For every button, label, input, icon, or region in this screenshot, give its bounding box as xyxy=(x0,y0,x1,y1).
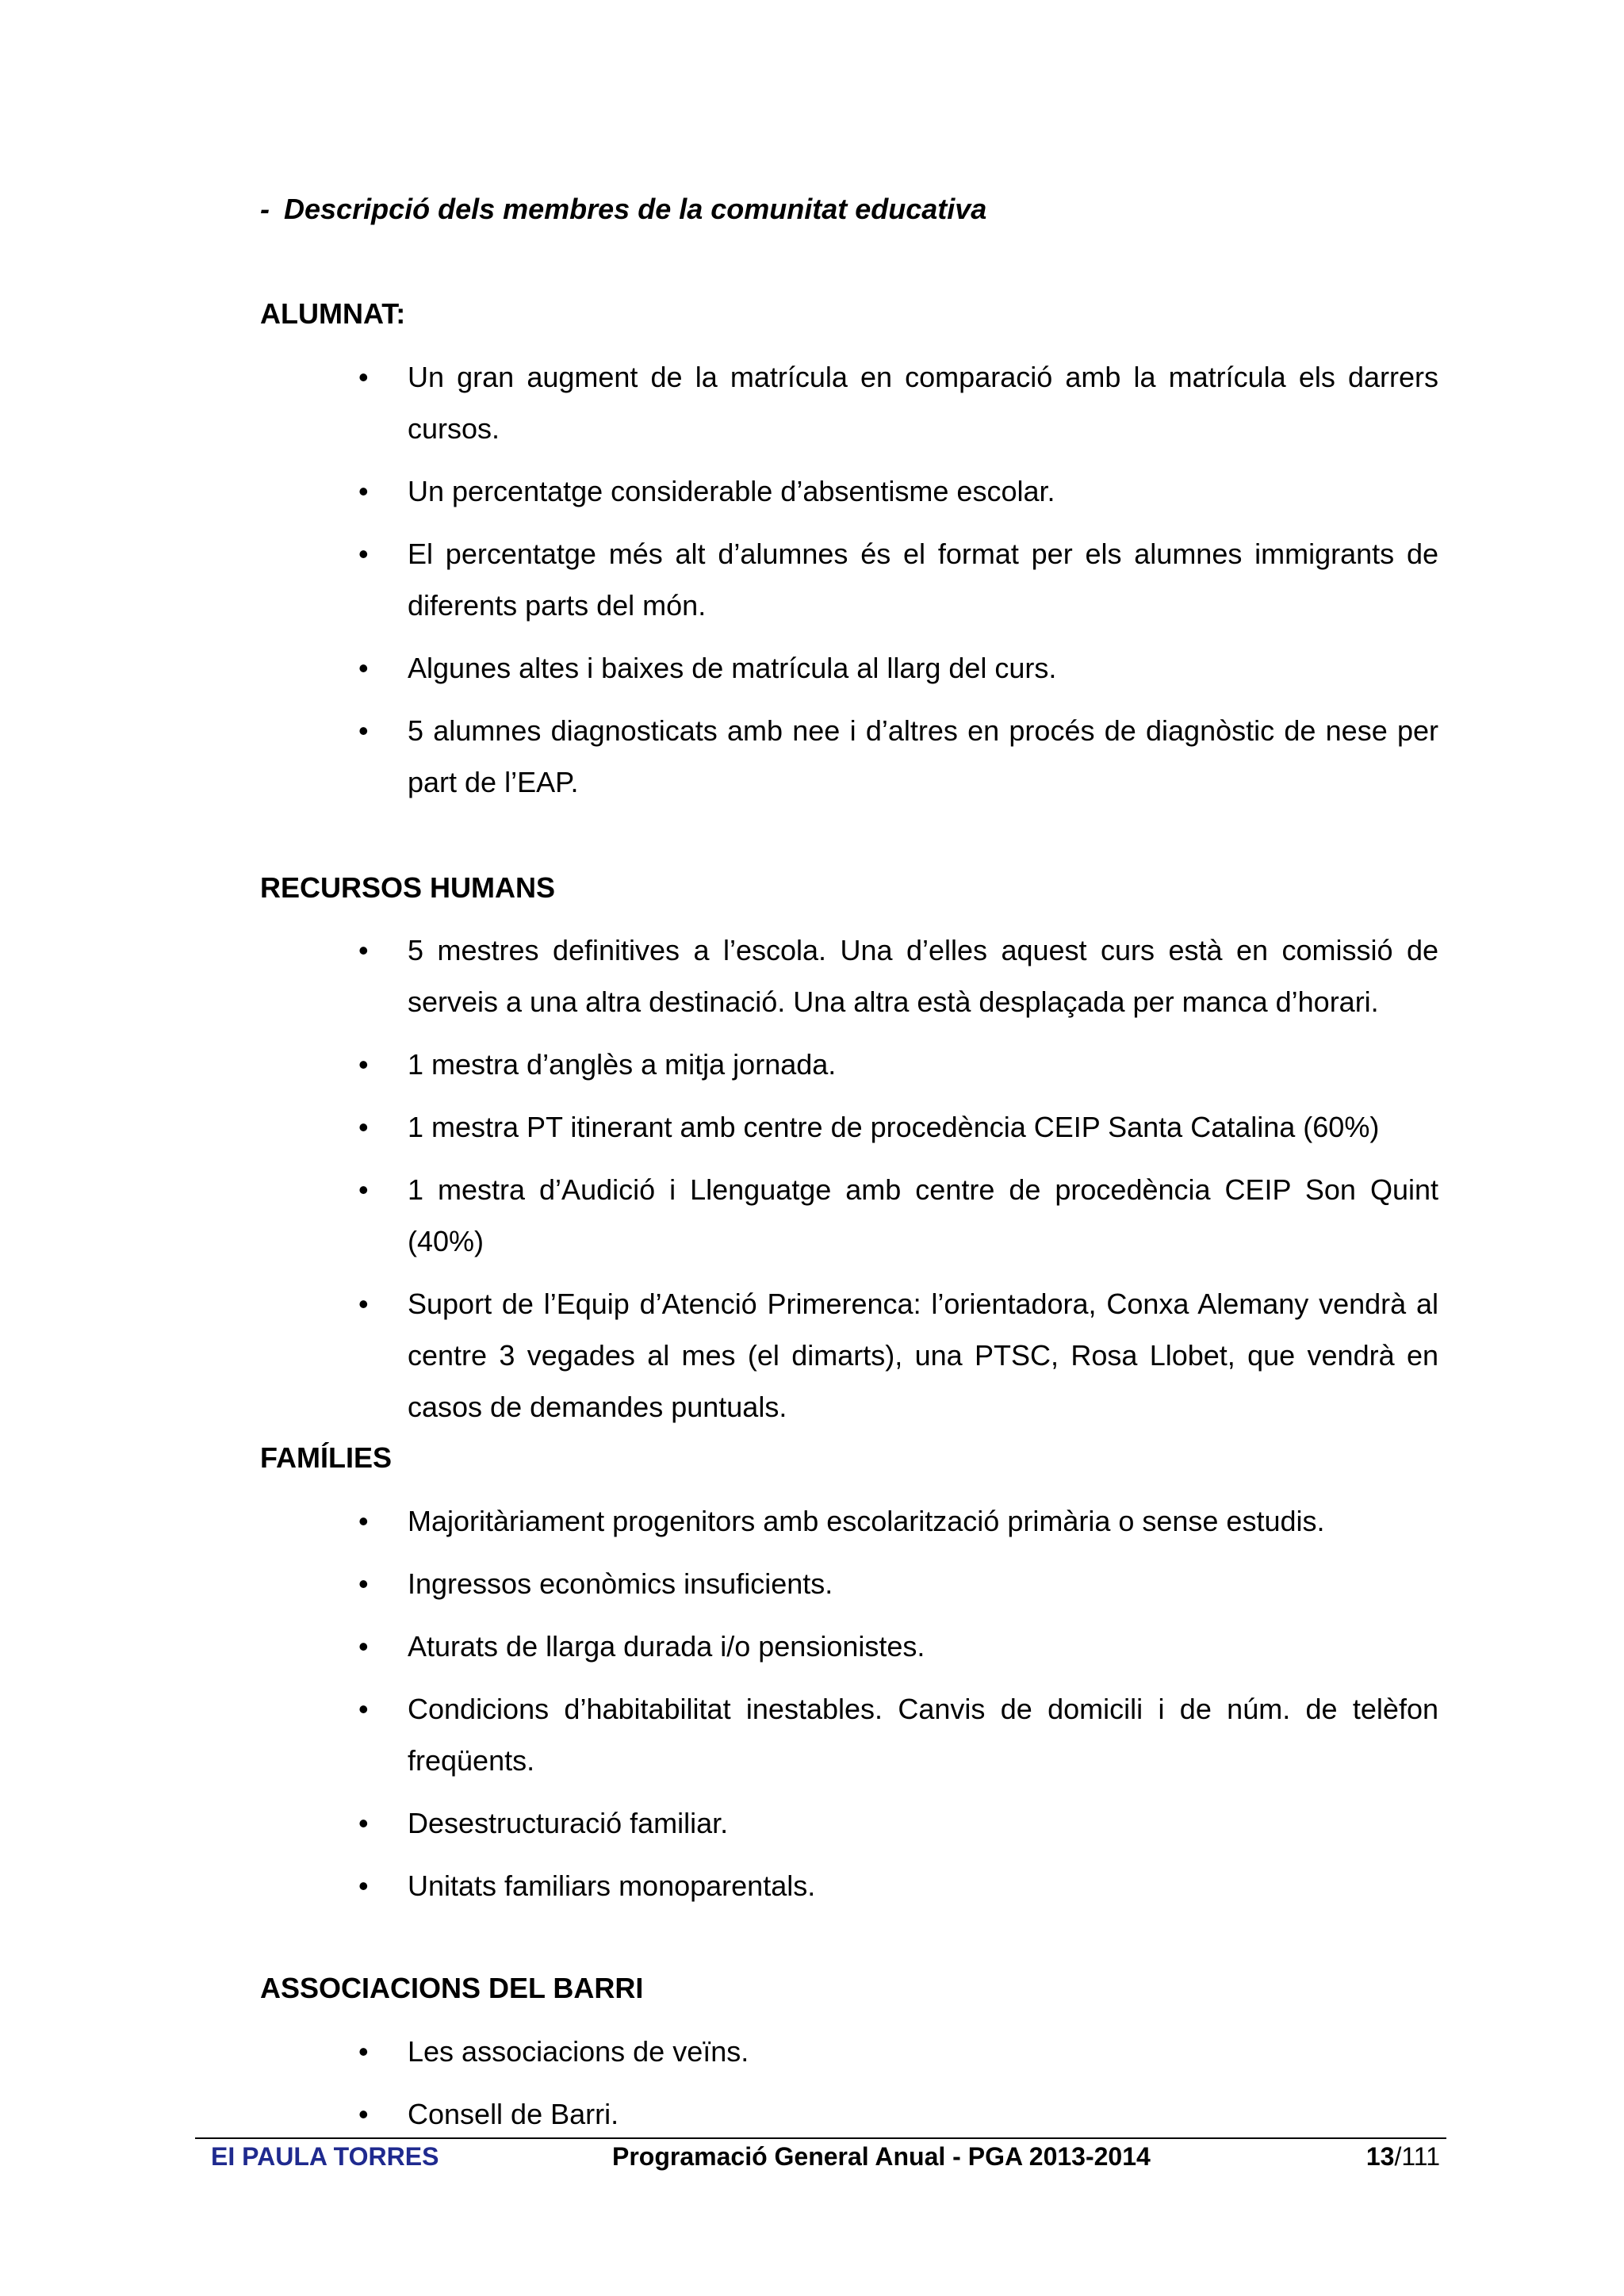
footer-page-number xyxy=(1366,2142,1440,2172)
bullet-icon: • xyxy=(358,1288,369,1320)
list-item xyxy=(0,1860,1624,1911)
list-item xyxy=(0,1164,1624,1267)
bullet-icon: • xyxy=(358,1869,369,1902)
footer-document-title: Programació General Anual - PGA 2013-2014 xyxy=(612,2142,1151,2171)
list-item xyxy=(0,1495,1624,1547)
associacions-list xyxy=(0,2026,1624,2151)
list-item-text: 5 mestres definitives a l’escola. Una d’elles aquest curs està en comissió de serveis a una altra destinació. Una altra està desplaçada per manca d’horari. xyxy=(408,934,1438,1018)
list-item-text: Un gran augment de la matrícula en comparació amb la matrícula els darrers cursos. xyxy=(408,361,1438,445)
page-total: /111 xyxy=(1394,2142,1440,2171)
bullet-icon: • xyxy=(358,1807,369,1839)
list-item xyxy=(0,2026,1624,2077)
list-item-text: Desestructuració familiar. xyxy=(408,1807,729,1839)
list-item xyxy=(0,642,1624,694)
list-item xyxy=(0,1101,1624,1153)
list-item xyxy=(0,351,1624,454)
list-item xyxy=(0,1278,1624,1433)
bullet-icon: • xyxy=(358,1111,369,1143)
list-item xyxy=(0,528,1624,631)
bullet-icon: • xyxy=(358,1505,369,1537)
list-item xyxy=(0,705,1624,808)
list-item-text: Algunes altes i baixes de matrícula al llarg del curs. xyxy=(408,652,1057,684)
page-current: 13 xyxy=(1365,2142,1395,2171)
list-item-text: Un percentatge considerable d’absentisme escolar. xyxy=(408,475,1055,507)
bullet-icon: • xyxy=(358,1048,369,1081)
list-item xyxy=(0,1797,1624,1849)
bullet-icon: • xyxy=(358,934,369,966)
bullet-icon: • xyxy=(358,1567,369,1600)
page-footer xyxy=(195,2142,1446,2180)
list-item-text: Majoritàriament progenitors amb escolarització primària o sense estudis. xyxy=(408,1505,1325,1537)
list-item-text: 1 mestra d’anglès a mitja jornada. xyxy=(408,1048,837,1081)
intro-title xyxy=(260,193,986,226)
list-item xyxy=(0,2088,1624,2140)
list-item-text: El percentatge més alt d’alumnes és el format per els alumnes immigrants de diferents parts del món. xyxy=(408,538,1438,622)
list-item xyxy=(0,1558,1624,1609)
section-heading-alumnat: ALUMNAT: xyxy=(260,297,406,330)
list-item xyxy=(0,465,1624,517)
families-list xyxy=(0,1495,1624,1923)
bullet-icon: • xyxy=(358,652,369,684)
recursos-humans-list xyxy=(0,924,1624,1444)
bullet-icon: • xyxy=(358,1630,369,1663)
section-heading-families: FAMÍLIES xyxy=(260,1441,393,1474)
intro-dash: - xyxy=(260,193,270,225)
list-item-text: 1 mestra PT itinerant amb centre de procedència CEIP Santa Catalina (60%) xyxy=(408,1111,1380,1143)
list-item-text: Consell de Barri. xyxy=(408,2098,619,2130)
list-item-text: Suport de l’Equip d’Atenció Primerenca: l’orientadora, Conxa Alemany vendrà al centre 3 vegades al mes (el dimarts), una PTSC, Rosa Llobet, que vendrà en casos de demandes puntuals. xyxy=(408,1288,1438,1423)
footer-divider xyxy=(195,2137,1446,2139)
list-item-text: 1 mestra d’Audició i Llenguatge amb centre de procedència CEIP Son Quint (40%) xyxy=(408,1173,1438,1257)
alumnat-list xyxy=(0,351,1624,819)
bullet-icon: • xyxy=(358,475,369,507)
list-item xyxy=(0,1039,1624,1090)
list-item xyxy=(0,1683,1624,1786)
bullet-icon: • xyxy=(358,538,369,570)
list-item xyxy=(0,924,1624,1027)
list-item-text: Unitats familiars monoparentals. xyxy=(408,1869,816,1902)
footer-school-name: EI PAULA TORRES xyxy=(211,2142,439,2171)
intro-title-text: Descripció dels membres de la comunitat educativa xyxy=(284,193,987,225)
list-item-text: 5 alumnes diagnosticats amb nee i d’altres en procés de diagnòstic de nese per part de l’EAP. xyxy=(408,714,1438,798)
bullet-icon: • xyxy=(358,1693,369,1725)
list-item-text: Les associacions de veïns. xyxy=(408,2035,749,2068)
list-item-text: Aturats de llarga durada i/o pensionistes. xyxy=(408,1630,925,1663)
section-heading-recursos-humans: RECURSOS HUMANS xyxy=(260,871,556,904)
list-item-text: Ingressos econòmics insuficients. xyxy=(408,1567,833,1600)
bullet-icon: • xyxy=(358,361,369,393)
bullet-icon: • xyxy=(358,2098,369,2130)
list-item-text: Condicions d’habitabilitat inestables. Canvis de domicili i de núm. de telèfon freqüents. xyxy=(408,1693,1438,1777)
bullet-icon: • xyxy=(358,714,369,747)
section-heading-associacions: ASSOCIACIONS DEL BARRI xyxy=(260,1972,644,2004)
bullet-icon: • xyxy=(358,1173,369,1206)
bullet-icon: • xyxy=(358,2035,369,2068)
list-item xyxy=(0,1621,1624,1672)
